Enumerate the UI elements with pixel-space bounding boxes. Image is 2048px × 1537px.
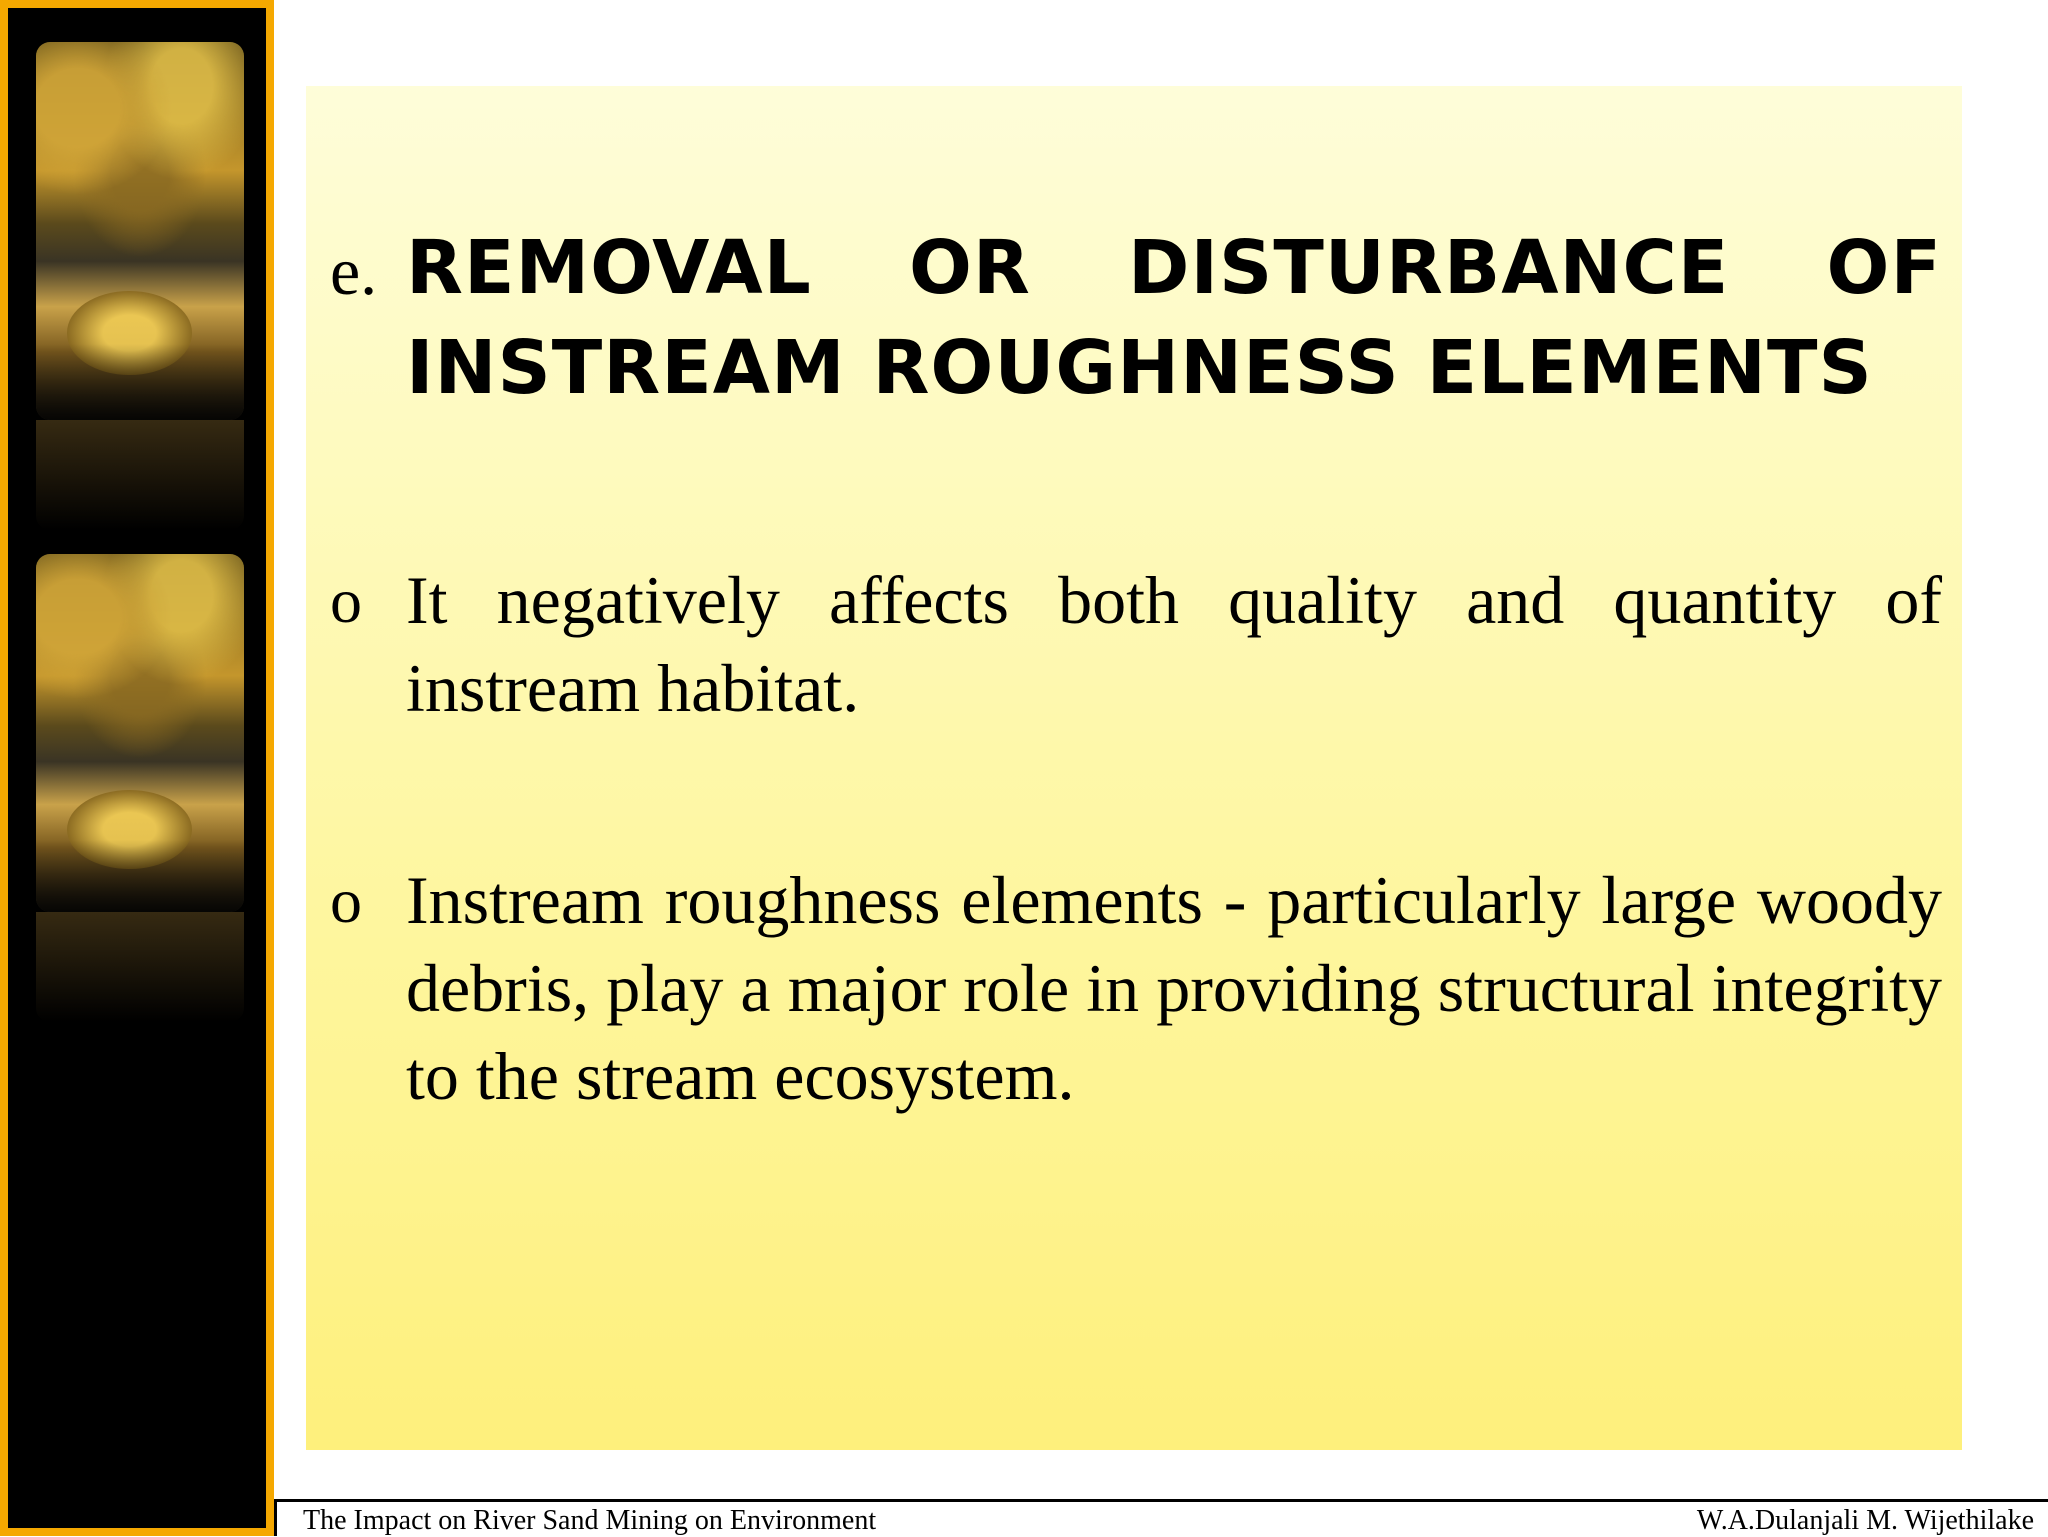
bullet-marker: o [330,865,362,936]
bullet-marker: o [330,565,362,636]
heading-title: REMOVAL OR DISTURBANCE OF INSTREAM ROUGHNESS ELEMENTS [406,225,1942,411]
image-reflection [36,912,244,1022]
image-reflection [36,420,244,530]
forest-stream-image [36,42,244,420]
heading-letter: e. [330,233,378,309]
decorative-sidebar [0,0,274,1536]
slide-footer [274,1499,2048,1536]
bullet-text: Instream roughness elements - particularly large woody debris, play a major role in providing structural integrity to the stream ecosystem. [406,862,1942,1114]
footer-title: The Impact on River Sand Mining on Environment [303,1505,877,1536]
forest-stream-image [36,554,244,912]
footer-author: W.A.Dulanjali M. Wijethilake [1696,1505,2034,1536]
bullet-text: It negatively affects both quality and quantity of instream habitat. [406,562,1942,726]
